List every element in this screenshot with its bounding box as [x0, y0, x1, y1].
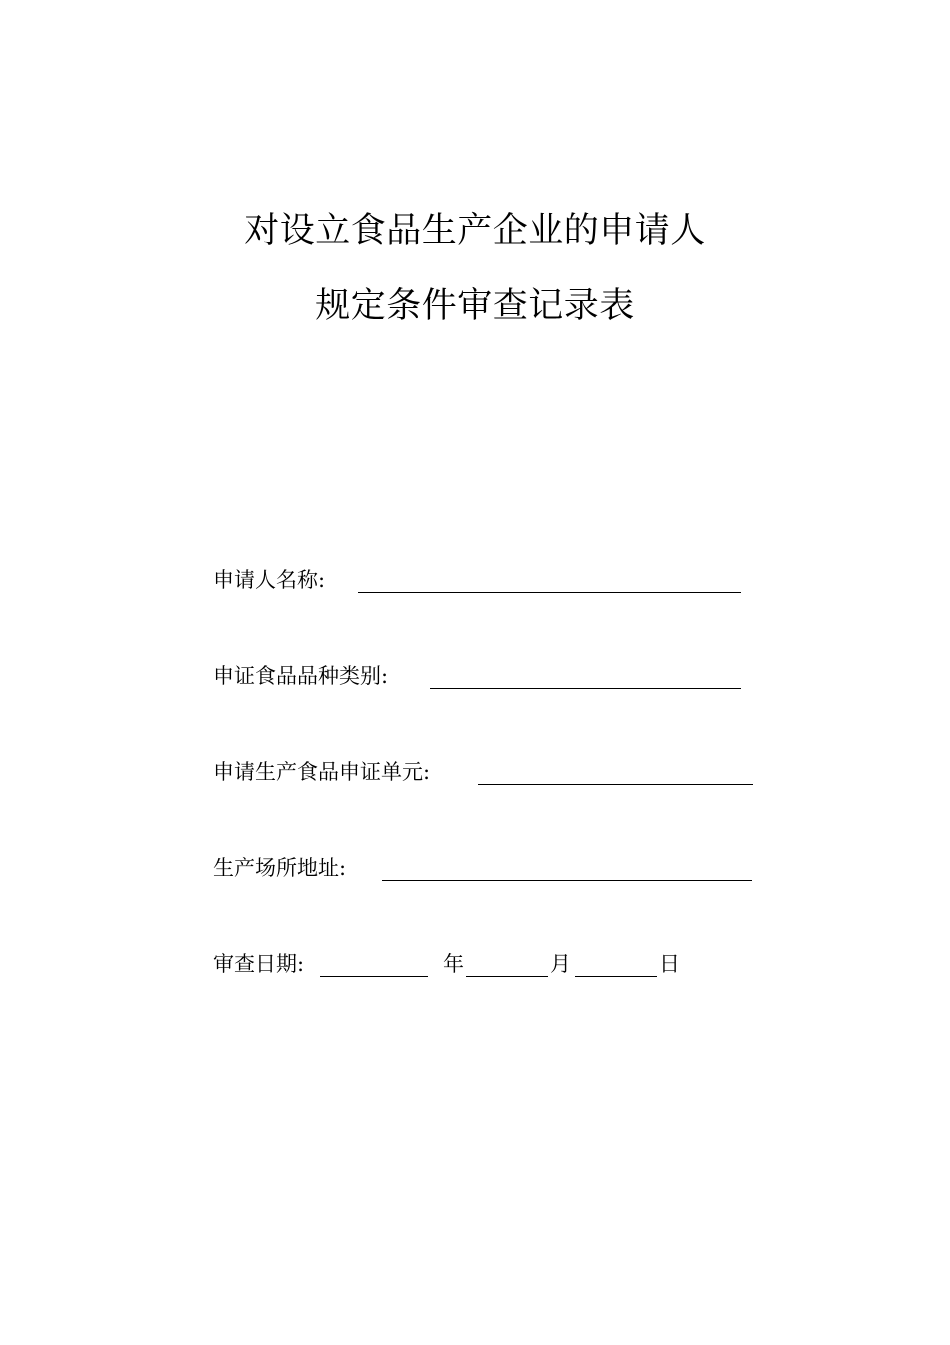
review-date-day-field[interactable] — [575, 976, 657, 977]
applicant-name-field[interactable] — [358, 592, 741, 593]
production-unit-label: 申请生产食品申证单元: — [213, 760, 431, 784]
year-label: 年 — [443, 952, 464, 976]
production-unit-field[interactable] — [478, 784, 753, 785]
review-date-label: 审查日期: — [213, 952, 305, 976]
site-address-field[interactable] — [382, 880, 752, 881]
food-category-label: 申证食品品种类别: — [213, 664, 389, 688]
food-category-field[interactable] — [430, 688, 741, 689]
day-label: 日 — [659, 952, 680, 976]
document-title-line1: 对设立食品生产企业的申请人 — [244, 211, 706, 251]
review-date-month-field[interactable] — [466, 976, 548, 977]
month-label: 月 — [550, 952, 571, 976]
site-address-label: 生产场所地址: — [213, 856, 347, 880]
document-title-line2: 规定条件审查记录表 — [315, 286, 635, 326]
review-date-year-field[interactable] — [320, 976, 428, 977]
applicant-name-label: 申请人名称: — [213, 568, 326, 592]
